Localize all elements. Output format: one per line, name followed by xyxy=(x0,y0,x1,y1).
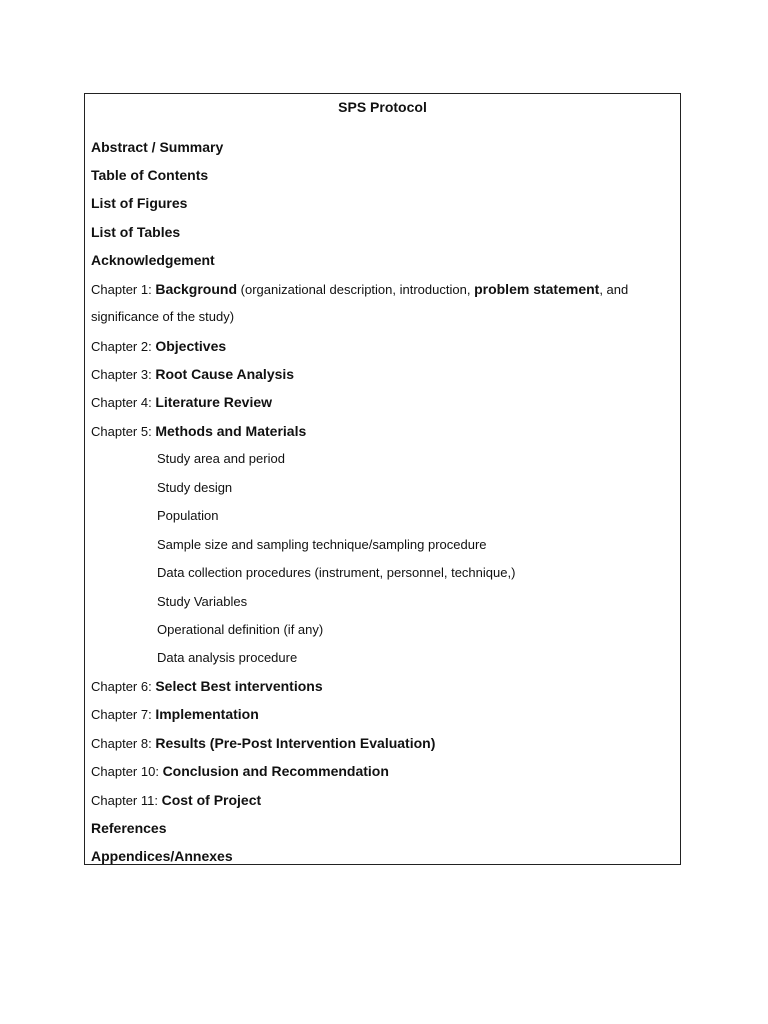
chapter-5-subitem: Data analysis procedure xyxy=(157,650,298,665)
chapter-1-desc-b: , and xyxy=(599,282,629,297)
front-matter-list-of-figures: List of Figures xyxy=(91,195,188,211)
document-title: SPS Protocol xyxy=(338,99,427,115)
front-matter-abstract: Abstract / Summary xyxy=(91,139,224,155)
chapter-8-line xyxy=(91,734,435,753)
chapter-4-prefix: Chapter 4: xyxy=(91,395,152,410)
chapter-1-prefix: Chapter 1: xyxy=(91,282,152,297)
chapter-8-heading: Results (Pre-Post Intervention Evaluation) xyxy=(155,735,436,751)
chapter-1-desc-line2: significance of the study) xyxy=(91,309,235,324)
chapter-5-line xyxy=(91,422,306,441)
chapter-10-line xyxy=(91,762,389,781)
chapter-6-line xyxy=(91,677,323,696)
chapter-1-line xyxy=(91,280,628,299)
chapter-7-prefix: Chapter 7: xyxy=(91,707,152,722)
chapter-5-subitem: Study design xyxy=(157,480,233,495)
chapter-4-line xyxy=(91,393,272,412)
chapter-5-subitem: Sample size and sampling technique/sampling procedure xyxy=(157,537,487,552)
chapter-1-heading: Background xyxy=(155,281,238,297)
front-matter-acknowledgement: Acknowledgement xyxy=(91,252,215,268)
front-matter-toc: Table of Contents xyxy=(91,167,209,183)
back-matter-appendices: Appendices/Annexes xyxy=(91,848,233,864)
protocol-outline-box xyxy=(84,93,681,865)
chapter-8-prefix: Chapter 8: xyxy=(91,736,152,751)
chapter-5-subitem: Population xyxy=(157,508,219,523)
front-matter-list-of-tables: List of Tables xyxy=(91,224,181,240)
chapter-10-prefix: Chapter 10: xyxy=(91,764,159,779)
chapter-2-line xyxy=(91,337,226,356)
chapter-1-desc-bold: problem statement xyxy=(474,281,600,297)
chapter-6-heading: Select Best interventions xyxy=(155,678,323,694)
chapter-7-line xyxy=(91,705,259,724)
chapter-5-heading: Methods and Materials xyxy=(155,423,307,439)
chapter-3-prefix: Chapter 3: xyxy=(91,367,152,382)
chapter-11-line xyxy=(91,791,261,810)
chapter-5-subitem: Data collection procedures (instrument, personnel, technique,) xyxy=(157,565,516,580)
chapter-5-subitem: Operational definition (if any) xyxy=(157,622,324,637)
chapter-11-prefix: Chapter 11: xyxy=(91,793,158,808)
chapter-4-heading: Literature Review xyxy=(155,394,273,410)
chapter-5-subitem: Study Variables xyxy=(157,594,248,609)
chapter-6-prefix: Chapter 6: xyxy=(91,679,152,694)
chapter-5-subitem: Study area and period xyxy=(157,451,285,466)
back-matter-references: References xyxy=(91,820,167,836)
chapter-3-heading: Root Cause Analysis xyxy=(155,366,295,382)
chapter-2-heading: Objectives xyxy=(155,338,227,354)
chapter-3-line xyxy=(91,365,294,384)
chapter-2-prefix: Chapter 2: xyxy=(91,339,152,354)
chapter-11-heading: Cost of Project xyxy=(161,792,262,808)
chapter-10-heading: Conclusion and Recommendation xyxy=(162,763,389,779)
chapter-1-desc-a: (organizational description, introduction, xyxy=(240,282,471,297)
chapter-5-prefix: Chapter 5: xyxy=(91,424,152,439)
chapter-7-heading: Implementation xyxy=(155,706,259,722)
